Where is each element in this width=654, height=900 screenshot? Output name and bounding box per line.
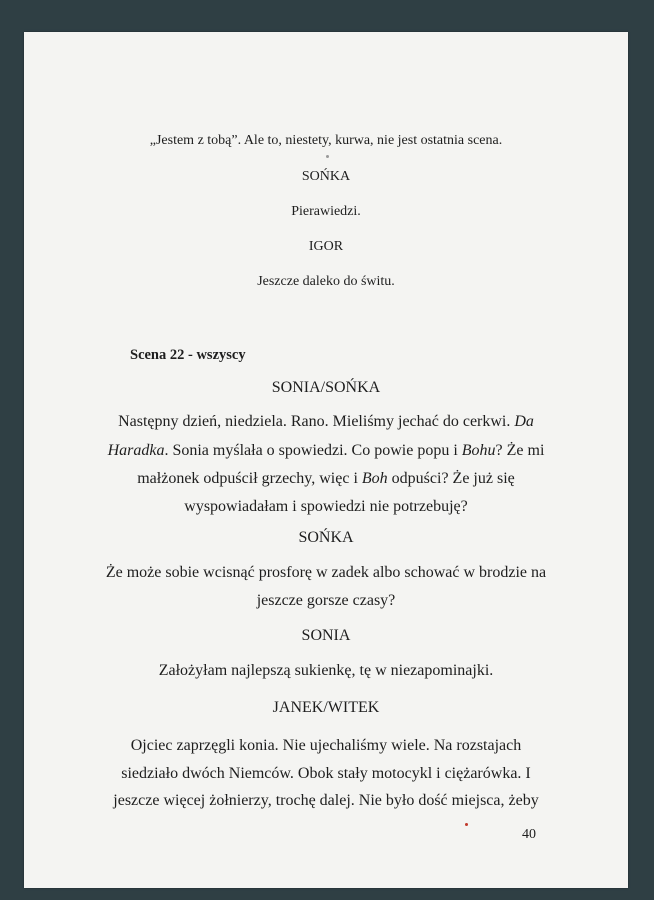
text-segment: odpuści? Że już się bbox=[387, 470, 515, 487]
speaker-name: JANEK/WITEK bbox=[272, 699, 380, 716]
paragraph-line bbox=[24, 470, 628, 488]
text-segment: . Sonia myślała o spowiedzi. Co powie popu i bbox=[164, 442, 462, 459]
document-page bbox=[24, 32, 628, 888]
italic-text: Boh bbox=[361, 470, 388, 487]
paragraph-line: wyspowiadałam i spowiedzi nie potrzebuję? bbox=[184, 498, 468, 515]
text-line: Pierawiedzi. bbox=[291, 204, 361, 219]
italic-text: Da bbox=[514, 413, 534, 430]
text-segment: Następny dzień, niedziela. Rano. Mieliśmy jechać do cerkwi. bbox=[118, 413, 515, 430]
speaker-name: IGOR bbox=[308, 239, 344, 254]
paragraph-line: siedziało dwóch Niemców. Obok stały motocykl i ciężarówka. I bbox=[121, 765, 531, 782]
speaker-name: SONIA/SOŃKA bbox=[271, 379, 381, 396]
speaker-name: SOŃKA bbox=[301, 169, 351, 184]
paragraph-line bbox=[24, 442, 628, 460]
text-segment: małżonek odpuścił grzechy, więc i bbox=[137, 470, 362, 487]
text-segment: ? Że mi bbox=[495, 442, 545, 459]
text-line: „Jestem z tobą”. Ale to, niestety, kurwa, nie jest ostatnia scena. bbox=[149, 133, 503, 148]
italic-text: Haradka bbox=[107, 442, 165, 459]
scene-heading: Scena 22 - wszyscy bbox=[130, 347, 246, 363]
text-line: Jeszcze daleko do świtu. bbox=[257, 274, 395, 289]
speaker-name: SONIA bbox=[301, 627, 351, 644]
speaker-name: SOŃKA bbox=[298, 529, 354, 546]
scan-speck bbox=[326, 155, 329, 158]
text-line: Założyłam najlepszą sukienkę, tę w niezapominajki. bbox=[158, 662, 494, 679]
paragraph-line bbox=[24, 413, 628, 431]
paragraph-line: Ojciec zaprzęgli konia. Nie ujechaliśmy wiele. Na rozstajach bbox=[130, 737, 522, 754]
paragraph-line: jeszcze gorsze czasy? bbox=[256, 592, 396, 609]
paragraph-line: Że może sobie wcisnąć prosforę w zadek albo schować w brodzie na bbox=[105, 564, 547, 581]
red-speck bbox=[465, 823, 468, 826]
paragraph-line: jeszcze więcej żołnierzy, trochę dalej. Nie było dość miejsca, żeby bbox=[113, 792, 539, 809]
italic-text: Bohu bbox=[461, 442, 496, 459]
page-number: 40 bbox=[522, 827, 536, 842]
